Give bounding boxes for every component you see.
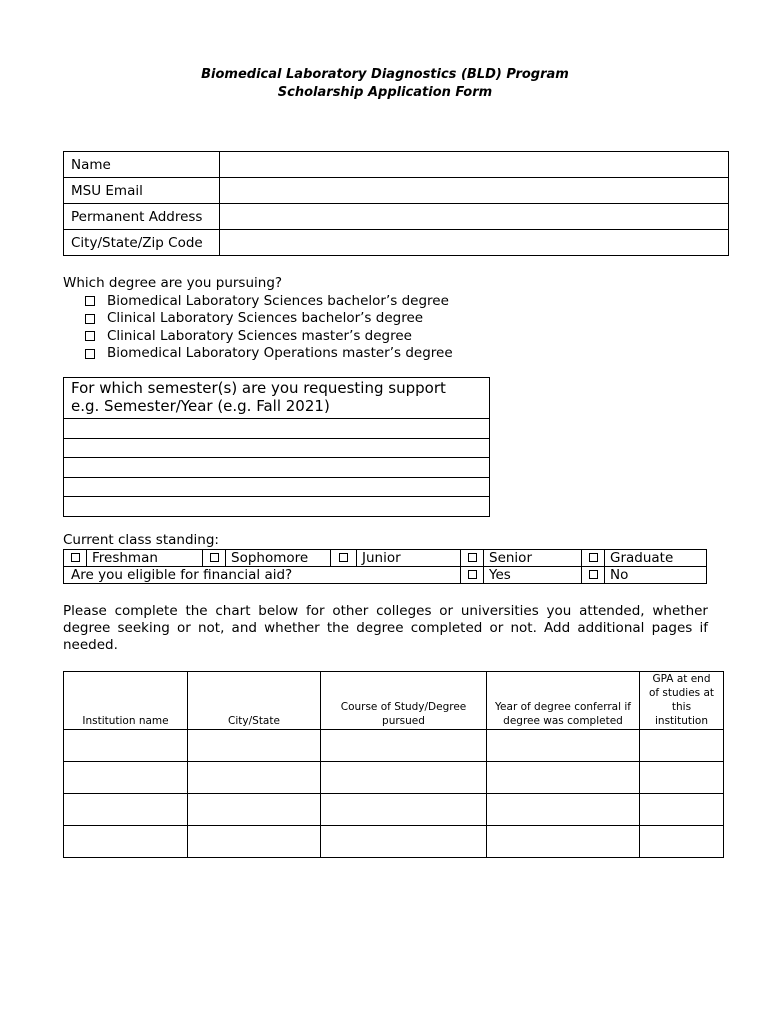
city-state-zip-label: City/State/Zip Code xyxy=(64,230,220,256)
city-state-zip-field[interactable] xyxy=(220,230,729,256)
address-label: Permanent Address xyxy=(64,204,220,230)
degree-option-label: Biomedical Laboratory Operations master’s degree xyxy=(107,345,453,361)
checkbox-icon[interactable] xyxy=(210,553,219,562)
applicant-info-table xyxy=(63,151,729,256)
name-label: Name xyxy=(64,152,220,178)
aid-no-label: No xyxy=(605,567,707,584)
checkbox-icon[interactable] xyxy=(468,553,477,562)
junior-label: Junior xyxy=(357,550,461,567)
gpa-cell[interactable] xyxy=(640,730,724,762)
course-cell[interactable] xyxy=(321,794,487,826)
city-state-cell[interactable] xyxy=(188,794,321,826)
checkbox-icon[interactable] xyxy=(85,349,95,359)
freshman-checkbox[interactable] xyxy=(64,550,87,567)
checkbox-icon[interactable] xyxy=(71,553,80,562)
city-state-cell[interactable] xyxy=(188,826,321,858)
year-cell[interactable] xyxy=(487,730,640,762)
degree-question: Which degree are you pursuing? xyxy=(63,275,283,291)
info-row-name xyxy=(64,152,729,178)
city-state-cell[interactable] xyxy=(188,762,321,794)
gpa-cell[interactable] xyxy=(640,762,724,794)
gpa-cell[interactable] xyxy=(640,794,724,826)
table-row xyxy=(64,794,724,826)
checkbox-icon[interactable] xyxy=(85,331,95,341)
sophomore-label: Sophomore xyxy=(226,550,331,567)
info-row-city xyxy=(64,230,729,256)
checkbox-icon[interactable] xyxy=(589,553,598,562)
semester-header-row xyxy=(64,378,490,419)
graduate-label: Graduate xyxy=(605,550,707,567)
sophomore-checkbox[interactable] xyxy=(203,550,226,567)
degree-option-label: Clinical Laboratory Sciences bachelor’s degree xyxy=(107,310,424,326)
course-header: Course of Study/Degree pursued xyxy=(321,672,487,730)
institution-header: Institution name xyxy=(64,672,188,730)
course-cell[interactable] xyxy=(321,730,487,762)
semester-entry-field[interactable] xyxy=(64,419,490,439)
program-title: Biomedical Laboratory Diagnostics (BLD) Program xyxy=(201,67,569,82)
institution-cell[interactable] xyxy=(64,730,188,762)
form-subtitle: Scholarship Application Form xyxy=(277,85,493,100)
financial-aid-row xyxy=(64,567,707,584)
degree-section xyxy=(63,275,453,363)
gpa-cell[interactable] xyxy=(640,826,724,858)
college-table-header xyxy=(64,672,724,730)
table-row xyxy=(64,730,724,762)
year-header: Year of degree conferral if degree was completed xyxy=(487,672,640,730)
freshman-label: Freshman xyxy=(87,550,203,567)
info-row-address xyxy=(64,204,729,230)
name-field[interactable] xyxy=(220,152,729,178)
checkbox-icon[interactable] xyxy=(85,296,95,306)
semester-entry-field[interactable] xyxy=(64,438,490,458)
gpa-header: GPA at end of studies at this institution xyxy=(640,672,724,730)
degree-option-label: Clinical Laboratory Sciences master’s degree xyxy=(107,327,412,344)
previous-colleges-table xyxy=(63,671,724,858)
city-state-cell[interactable] xyxy=(188,730,321,762)
previous-schools-instructions: Please complete the chart below for other colleges or universities you attended, whether degree seeking or not, and whether the degree completed or not. Add additional pages if needed. xyxy=(63,603,708,653)
institution-cell[interactable] xyxy=(64,826,188,858)
checkbox-icon[interactable] xyxy=(339,553,348,562)
senior-checkbox[interactable] xyxy=(461,550,484,567)
checkbox-icon[interactable] xyxy=(85,314,95,324)
semester-entry-field[interactable] xyxy=(64,458,490,478)
semester-header-line1: For which semester(s) are you requesting support xyxy=(71,379,446,397)
email-label: MSU Email xyxy=(64,178,220,204)
city-state-header: City/State xyxy=(188,672,321,730)
table-row xyxy=(64,762,724,794)
aid-no-checkbox[interactable] xyxy=(582,567,605,584)
class-standing-caption: Current class standing: xyxy=(63,532,219,548)
aid-yes-checkbox[interactable] xyxy=(461,567,484,584)
semester-header xyxy=(64,378,490,419)
degree-option-bls-bachelor[interactable] xyxy=(85,293,453,311)
degree-option-cls-bachelor[interactable] xyxy=(85,310,453,328)
semester-table xyxy=(63,377,490,517)
email-field[interactable] xyxy=(220,178,729,204)
course-cell[interactable] xyxy=(321,826,487,858)
degree-option-label: Biomedical Laboratory Sciences bachelor’s degree xyxy=(107,292,449,309)
info-row-email xyxy=(64,178,729,204)
junior-checkbox[interactable] xyxy=(331,550,357,567)
checkbox-icon[interactable] xyxy=(468,570,477,579)
table-row xyxy=(64,826,724,858)
aid-yes-label: Yes xyxy=(484,567,582,584)
class-standing-table xyxy=(63,549,707,584)
year-cell[interactable] xyxy=(487,794,640,826)
standing-row xyxy=(64,550,707,567)
year-cell[interactable] xyxy=(487,826,640,858)
form-title xyxy=(0,66,770,102)
year-cell[interactable] xyxy=(487,762,640,794)
semester-entry-field[interactable] xyxy=(64,477,490,497)
degree-option-blo-master[interactable] xyxy=(85,345,453,363)
financial-aid-question: Are you eligible for financial aid? xyxy=(64,567,461,584)
course-cell[interactable] xyxy=(321,762,487,794)
address-field[interactable] xyxy=(220,204,729,230)
graduate-checkbox[interactable] xyxy=(582,550,605,567)
semester-entry-field[interactable] xyxy=(64,497,490,517)
checkbox-icon[interactable] xyxy=(589,570,598,579)
semester-header-line2: e.g. Semester/Year (e.g. Fall 2021) xyxy=(71,397,330,415)
institution-cell[interactable] xyxy=(64,762,188,794)
senior-label: Senior xyxy=(484,550,582,567)
institution-cell[interactable] xyxy=(64,794,188,826)
degree-option-cls-master[interactable] xyxy=(85,328,453,346)
